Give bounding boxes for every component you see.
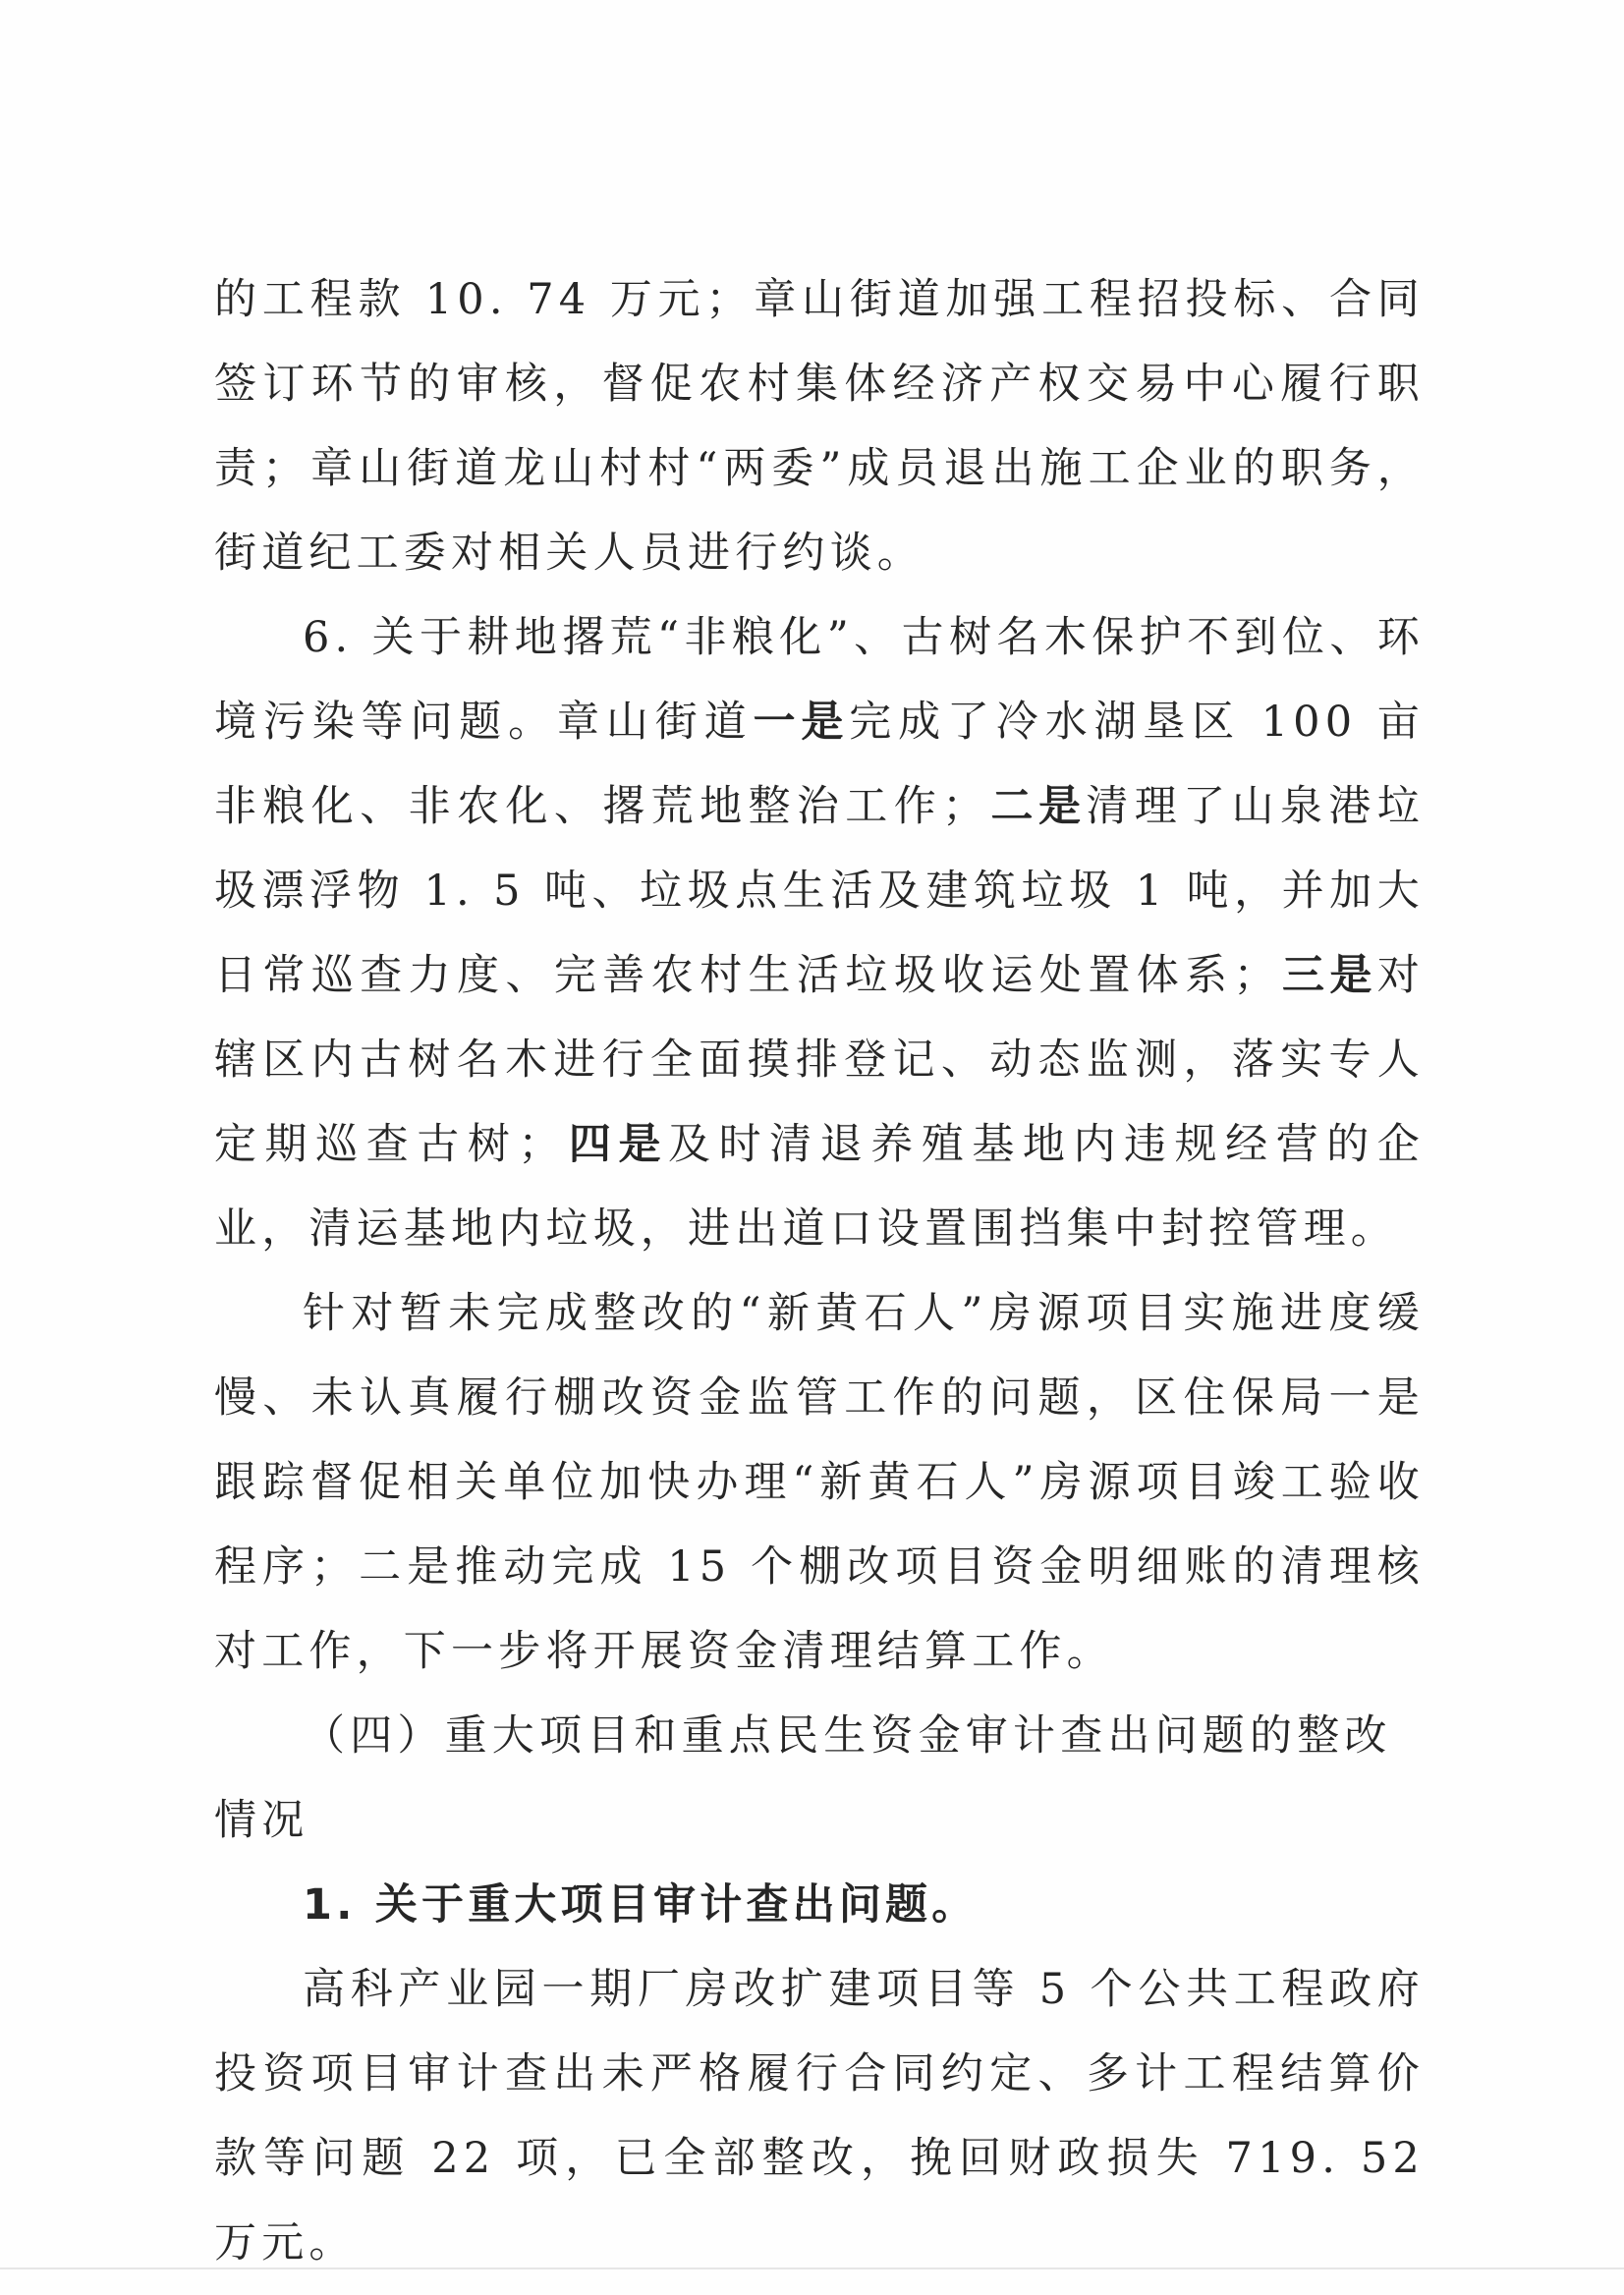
paragraph-text: 清理了山泉港垃圾漂浮物 1. 5 吨、垃圾点生活及建筑垃圾 1 吨，并加大日常巡查力度、完善农村生活垃圾收运处置体系； (214, 782, 1426, 1000)
bold-marker-fourth: 四是 (565, 1120, 669, 1169)
scan-edge-line (0, 2267, 1624, 2269)
bold-marker-first: 一是 (753, 698, 850, 747)
paragraph-text: 6. 关于耕地撂荒“非粮化”、古树名木保护不到位、环境污染等问题。章山街道 (214, 613, 1425, 747)
paragraph-unfinished-rectification (214, 1271, 1425, 1694)
paragraph-major-projects (214, 1947, 1425, 2285)
document-body (214, 257, 1425, 2285)
bold-marker-third: 三是 (1280, 951, 1377, 1000)
paragraph-text: 及时清退养殖基地内违规经营的企业，清运基地内垃圾，进出道口设置围挡集中封控管理。 (214, 1120, 1425, 1254)
paragraph-item-6 (214, 595, 1425, 1271)
paragraph-continuation (214, 257, 1425, 595)
paragraph-text: 的工程款 10. 74 万元；章山街道加强工程招投标、合同签订环节的审核，督促农村集体经济产权交易中心履行职责；章山街道龙山村村“两委”成员退出施工企业的职务，街道纪工委对相关人员进行约谈。 (214, 275, 1425, 578)
section-heading-4 (214, 1694, 1425, 1863)
subsection-heading-text: 1. 关于重大项目审计查出问题。 (303, 1880, 979, 1930)
paragraph-text: 针对暂未完成整改的“新黄石人”房源项目实施进度缓慢、未认真履行棚改资金监管工作的问题，区住保局一是跟踪督促相关单位加快办理“新黄石人”房源项目竣工验收程序；二是推动完成 15 个棚改项目资金明细账的清理核对工作，下一步将开展资金清理结算工作。 (214, 1289, 1425, 1676)
subsection-heading-4-1 (214, 1863, 1425, 1947)
paragraph-text: 对辖区内古树名木进行全面摸排登记、动态监测，落实专人定期巡查古树； (214, 951, 1425, 1169)
bold-marker-second: 二是 (989, 782, 1087, 831)
section-heading-text: （四）重大项目和重点民生资金审计查出问题的整改情况 (214, 1711, 1392, 1845)
paragraph-text: 高科产业园一期厂房改扩建项目等 5 个公共工程政府投资项目审计查出未严格履行合同约定、多计工程结算价款等问题 22 项，已全部整改，挽回财政损失 719. 52 万元。 (214, 1965, 1425, 2267)
paragraph-text: 完成了冷水湖垦区 100 亩非粮化、非农化、撂荒地整治工作； (214, 698, 1426, 831)
